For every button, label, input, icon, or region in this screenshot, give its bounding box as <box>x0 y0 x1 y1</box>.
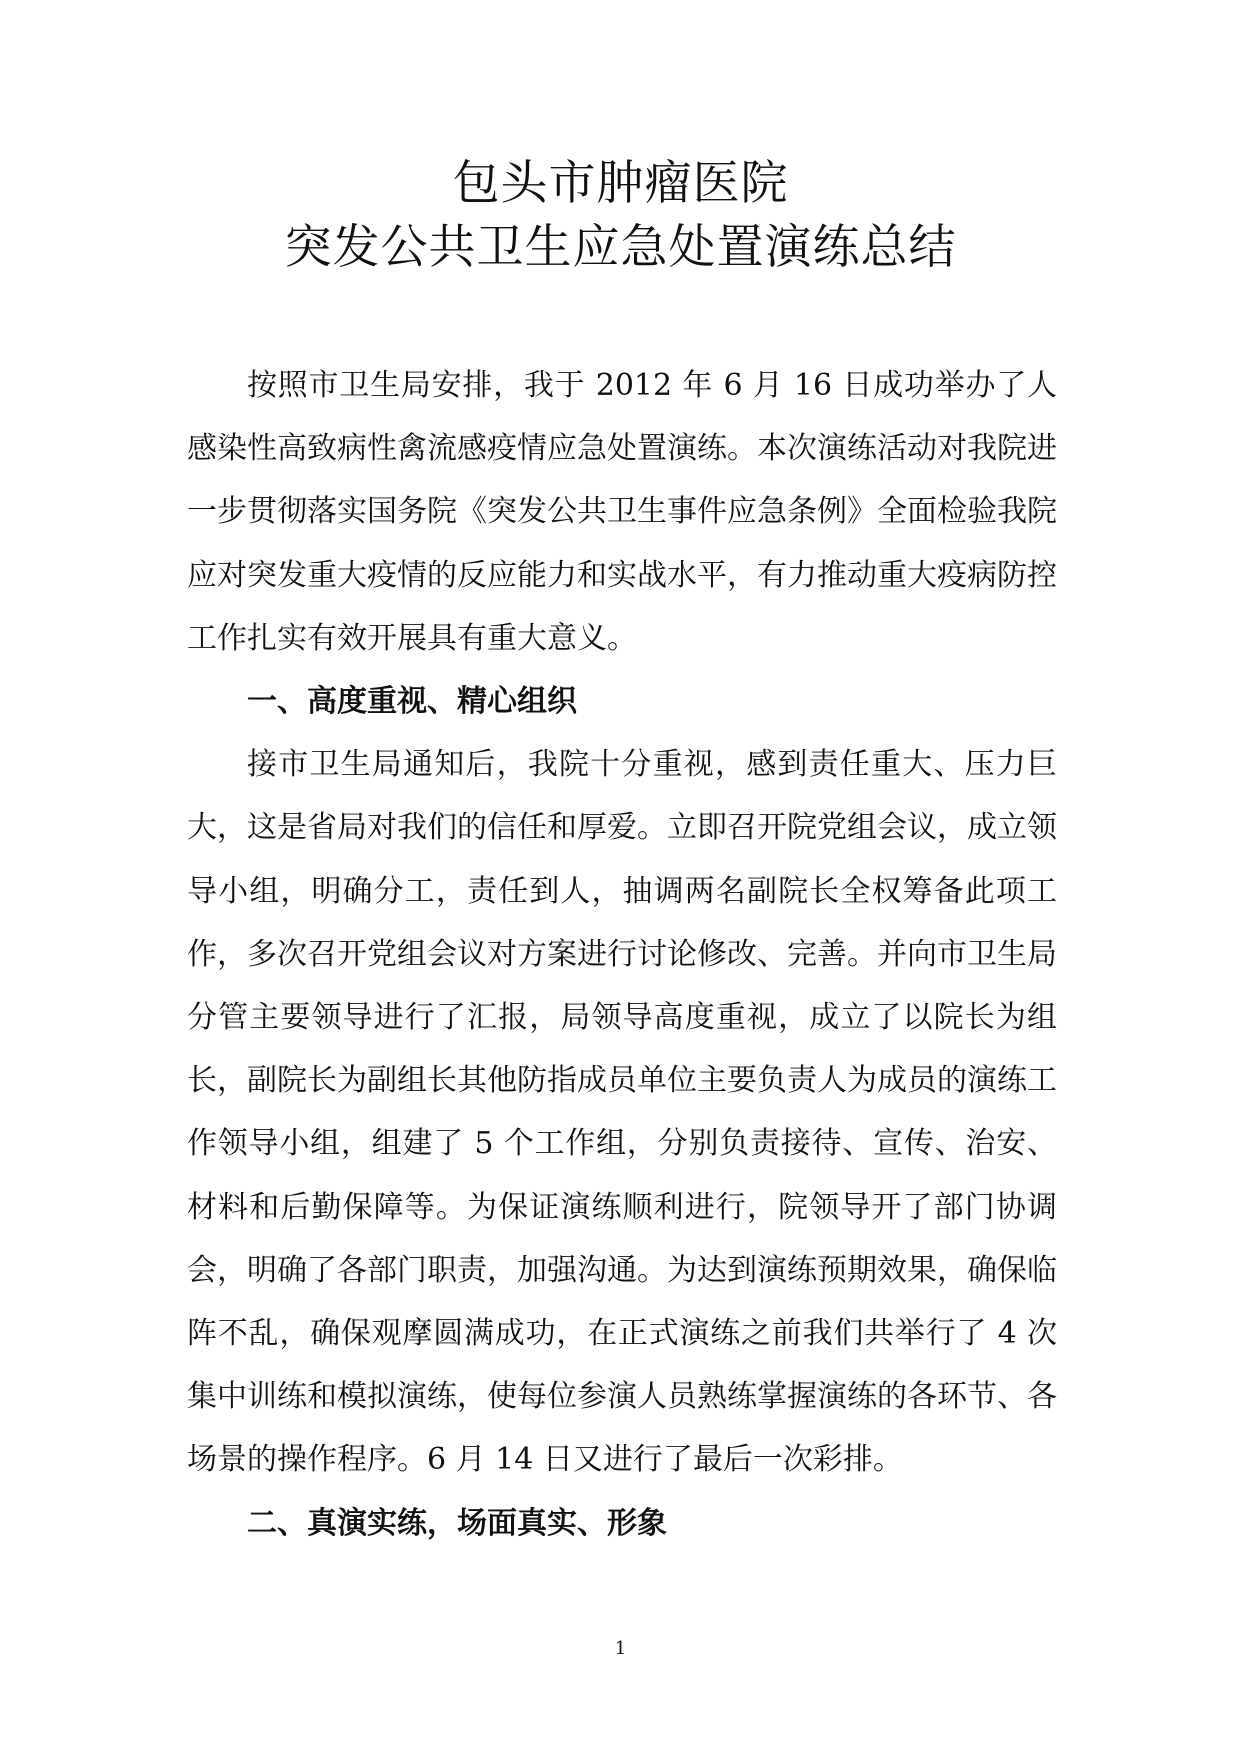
intro-paragraph: 按照市卫生局安排，我于 2012 年 6 月 16 日成功举办了人感染性高致病性禽流感疫情应急处置演练。本次演练活动对我院进一步贯彻落实国务院《突发公共卫生事件应急条例》全面检验我院应对突发重大疫情的反应能力和实战水平，有力推动重大疫病防控工作扎实有效开展具有重大意义。 <box>187 368 1057 656</box>
document-title-line-2: 突发公共卫生应急处置演练总结 <box>284 220 957 275</box>
document-title-line-1: 包头市肿瘤医院 <box>452 156 789 211</box>
section-heading-1: 一、高度重视、精心组织 <box>247 684 577 720</box>
section-1-paragraph: 接市卫生局通知后，我院十分重视，感到责任重大、压力巨大，这是省局对我们的信任和厚爱。立即召开院党组会议，成立领导小组，明确分工，责任到人，抽调两名副院长全权筹备此项工作，多次召开党组会议对方案进行讨论修改、完善。并向市卫生局分管主要领导进行了汇报，局领导高度重视，成立了以院长为组长，副院长为副组长其他防指成员单位主要负责人为成员的演练工作领导小组，组建了 5 个工作组，分别负责接待、宣传、治安、材料和后勤保障等。为保证演练顺利进行，院领导开了部门协调会，明确了各部门职责，加强沟通。为达到演练预期效果，确保临阵不乱，确保观摩圆满成功，在正式演练之前我们共举行了 4 次集中训练和模拟演练，使每位参演人员熟练掌握演练的各环节、各场景的操作程序。6 月 14 日又进行了最后一次彩排。 <box>187 747 1057 1478</box>
section-heading-2: 二、真演实练，场面真实、形象 <box>247 1505 667 1541</box>
page-number: 1 <box>614 1638 627 1659</box>
document-body <box>187 354 1057 1555</box>
